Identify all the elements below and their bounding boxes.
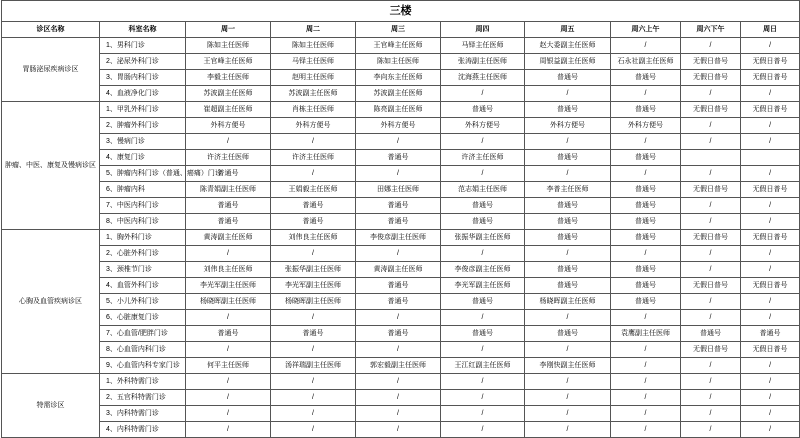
table-row: [2, 102, 800, 118]
table-row: [2, 342, 800, 358]
schedule-cell: 普通号: [356, 214, 441, 230]
schedule-cell: /: [611, 134, 681, 150]
schedule-cell: /: [356, 422, 441, 438]
schedule-cell: /: [681, 262, 741, 278]
clinic-name: 7、心血管/肥胖门诊: [100, 326, 186, 342]
schedule-cell: /: [681, 294, 741, 310]
schedule-cell: 王官峰主任医师: [186, 54, 271, 70]
schedule-cell: 杨晓晖副主任医师: [271, 294, 356, 310]
schedule-cell: 王娟毅主任医师: [271, 182, 356, 198]
schedule-cell: 何平主任医师: [186, 358, 271, 374]
schedule-cell: /: [441, 86, 525, 102]
schedule-cell: 普通号: [741, 326, 800, 342]
schedule-cell: /: [741, 246, 800, 262]
clinic-name: 5、肿瘤内科门诊（普通、癌痛）门诊: [100, 166, 186, 182]
table-row: [2, 54, 800, 70]
schedule-cell: /: [741, 38, 800, 54]
schedule-cell: /: [611, 406, 681, 422]
table-row: [2, 246, 800, 262]
schedule-cell: 普通号: [271, 326, 356, 342]
schedule-cell: 肖栋主任医师: [271, 102, 356, 118]
schedule-cell: /: [441, 246, 525, 262]
schedule-cell: /: [186, 390, 271, 406]
schedule-cell: /: [441, 342, 525, 358]
schedule-cell: 李毅主任医师: [186, 70, 271, 86]
schedule-cell: /: [681, 134, 741, 150]
table-row: [2, 262, 800, 278]
schedule-cell: 陈如主任医师: [271, 38, 356, 54]
schedule-cell: 普通号: [525, 262, 611, 278]
clinic-name: 8、心血管内科门诊: [100, 342, 186, 358]
column-header: 周日: [741, 22, 800, 38]
schedule-cell: 普通号: [611, 230, 681, 246]
column-header: 周二: [271, 22, 356, 38]
schedule-cell: /: [681, 374, 741, 390]
schedule-cell: /: [441, 422, 525, 438]
schedule-cell: /: [611, 342, 681, 358]
schedule-cell: /: [356, 246, 441, 262]
zone-name: 心胸及血管疾病诊区: [2, 230, 100, 374]
schedule-cell: /: [681, 310, 741, 326]
table-row: [2, 326, 800, 342]
table-row: [2, 198, 800, 214]
schedule-cell: /: [741, 358, 800, 374]
schedule-cell: 普通号: [611, 214, 681, 230]
schedule-cell: 外科方便号: [271, 118, 356, 134]
schedule-cell: /: [681, 166, 741, 182]
schedule-cell: /: [681, 358, 741, 374]
schedule-cell: 陈如主任医师: [186, 38, 271, 54]
schedule-cell: /: [741, 118, 800, 134]
schedule-cell: 无假日普号: [741, 70, 800, 86]
clinic-name: 6、心脏康复门诊: [100, 310, 186, 326]
clinic-name: 3、慢病门诊: [100, 134, 186, 150]
schedule-cell: 无假日普号: [681, 342, 741, 358]
schedule-cell: /: [356, 374, 441, 390]
schedule-cell: 普通号: [186, 198, 271, 214]
schedule-cell: 无假日普号: [741, 342, 800, 358]
schedule-cell: /: [525, 86, 611, 102]
schedule-cell: 张振华副主任医师: [271, 262, 356, 278]
schedule-cell: 普通号: [525, 198, 611, 214]
schedule-cell: /: [681, 406, 741, 422]
schedule-cell: /: [611, 374, 681, 390]
schedule-cell: 沈海燕主任医师: [441, 70, 525, 86]
schedule-cell: 无假日普号: [681, 230, 741, 246]
schedule-cell: 普通号: [356, 278, 441, 294]
table-row: [2, 86, 800, 102]
schedule-body: [2, 38, 800, 438]
schedule-cell: 李普主任医师: [525, 182, 611, 198]
schedule-cell: 普通号: [441, 326, 525, 342]
schedule-cell: /: [271, 246, 356, 262]
schedule-cell: /: [525, 166, 611, 182]
schedule-table: [1, 0, 800, 438]
schedule-cell: /: [186, 406, 271, 422]
schedule-cell: 外科方便号: [441, 118, 525, 134]
clinic-name: 4、内科特需门诊: [100, 422, 186, 438]
schedule-cell: /: [681, 246, 741, 262]
schedule-cell: /: [271, 374, 356, 390]
schedule-cell: 马铎主任医师: [441, 38, 525, 54]
clinic-name: 1、甲乳外科门诊: [100, 102, 186, 118]
schedule-cell: /: [741, 374, 800, 390]
schedule-cell: /: [611, 390, 681, 406]
table-row: [2, 294, 800, 310]
schedule-cell: /: [611, 38, 681, 54]
schedule-cell: 无假日普号: [741, 102, 800, 118]
table-row: [2, 38, 800, 54]
schedule-cell: /: [525, 310, 611, 326]
table-row: [2, 70, 800, 86]
clinic-name: 4、血管外科门诊: [100, 278, 186, 294]
schedule-cell: 普通号: [611, 182, 681, 198]
clinic-name: 3、内科特需门诊: [100, 406, 186, 422]
schedule-cell: 无假日普号: [681, 278, 741, 294]
schedule-cell: 普通号: [525, 230, 611, 246]
title-row: [2, 1, 800, 22]
schedule-cell: 普通号: [611, 102, 681, 118]
schedule-cell: 无假日普号: [681, 70, 741, 86]
clinic-name: 5、小儿外科门诊: [100, 294, 186, 310]
schedule-cell: /: [186, 310, 271, 326]
schedule-cell: 普通号: [441, 102, 525, 118]
column-header: 诊区名称: [2, 22, 100, 38]
schedule-cell: /: [356, 134, 441, 150]
schedule-cell: 石永社副主任医师: [611, 54, 681, 70]
clinic-name: 2、泌尿外科门诊: [100, 54, 186, 70]
schedule-cell: /: [681, 118, 741, 134]
schedule-cell: /: [271, 406, 356, 422]
schedule-cell: 普通号: [441, 294, 525, 310]
schedule-cell: /: [741, 262, 800, 278]
schedule-cell: 周银益副主任医师: [525, 54, 611, 70]
schedule-cell: /: [186, 342, 271, 358]
schedule-cell: /: [741, 86, 800, 102]
schedule-cell: /: [356, 310, 441, 326]
schedule-cell: /: [741, 214, 800, 230]
schedule-cell: 无假日普号: [681, 182, 741, 198]
schedule-cell: 王官峰主任医师: [356, 38, 441, 54]
table-row: [2, 230, 800, 246]
schedule-cell: /: [611, 422, 681, 438]
schedule-cell: 普通号: [441, 198, 525, 214]
schedule-cell: /: [441, 406, 525, 422]
schedule-cell: 普通号: [186, 326, 271, 342]
table-row: [2, 214, 800, 230]
schedule-cell: 外科方便号: [611, 118, 681, 134]
schedule-cell: 李光军副主任医师: [441, 278, 525, 294]
header-row: [2, 22, 800, 38]
schedule-cell: 普通号: [356, 326, 441, 342]
schedule-cell: 李光军副主任医师: [271, 278, 356, 294]
schedule-cell: 普通号: [611, 262, 681, 278]
clinic-name: 2、五官科特需门诊: [100, 390, 186, 406]
schedule-cell: /: [611, 246, 681, 262]
schedule-cell: /: [611, 310, 681, 326]
schedule-cell: /: [741, 134, 800, 150]
schedule-cell: /: [441, 166, 525, 182]
schedule-cell: 郭宏毅副主任医师: [356, 358, 441, 374]
schedule-cell: 普通号: [186, 214, 271, 230]
column-header: 科室名称: [100, 22, 186, 38]
clinic-name: 3、胃肠内科门诊: [100, 70, 186, 86]
schedule-cell: /: [611, 166, 681, 182]
schedule-cell: 无假日普号: [741, 182, 800, 198]
schedule-cell: /: [741, 310, 800, 326]
schedule-cell: /: [271, 134, 356, 150]
schedule-cell: /: [525, 134, 611, 150]
clinic-name: 4、康复门诊: [100, 150, 186, 166]
schedule-cell: 李俊彦副主任医师: [441, 262, 525, 278]
schedule-cell: 田娜主任医师: [356, 182, 441, 198]
table-row: [2, 310, 800, 326]
table-row: [2, 118, 800, 134]
schedule-cell: /: [356, 166, 441, 182]
schedule-cell: /: [611, 358, 681, 374]
schedule-cell: /: [611, 86, 681, 102]
schedule-cell: 崔超副主任医师: [186, 102, 271, 118]
column-header: 周五: [525, 22, 611, 38]
clinic-name: 9、心血管内科专家门诊: [100, 358, 186, 374]
schedule-cell: /: [741, 422, 800, 438]
schedule-cell: 普通号: [186, 166, 271, 182]
table-row: [2, 134, 800, 150]
schedule-cell: 李向东主任医师: [356, 70, 441, 86]
schedule-cell: /: [741, 198, 800, 214]
schedule-cell: 李光军副主任医师: [186, 278, 271, 294]
column-header: 周六下午: [681, 22, 741, 38]
schedule-cell: 陈如主任医师: [356, 54, 441, 70]
table-row: [2, 166, 800, 182]
schedule-cell: 黄涛副主任医师: [356, 262, 441, 278]
schedule-cell: 普通号: [611, 278, 681, 294]
schedule-cell: /: [525, 246, 611, 262]
schedule-cell: /: [186, 134, 271, 150]
schedule-cell: /: [356, 406, 441, 422]
schedule-cell: 普通号: [611, 70, 681, 86]
schedule-cell: /: [525, 374, 611, 390]
schedule-cell: 袁鹰副主任医师: [611, 326, 681, 342]
schedule-cell: 张涛副主任医师: [441, 54, 525, 70]
schedule-cell: 普通号: [356, 294, 441, 310]
table-row: [2, 358, 800, 374]
zone-name: 特需诊区: [2, 374, 100, 438]
column-header: 周四: [441, 22, 525, 38]
schedule-cell: 苏波副主任医师: [271, 86, 356, 102]
schedule-cell: 无假日普号: [741, 54, 800, 70]
schedule-cell: /: [681, 86, 741, 102]
schedule-cell: 无假日普号: [681, 54, 741, 70]
schedule-cell: 普通号: [525, 150, 611, 166]
clinic-name: 1、胸外科门诊: [100, 230, 186, 246]
schedule-cell: /: [441, 310, 525, 326]
schedule-cell: /: [525, 406, 611, 422]
schedule-cell: 杨晓晖副主任医师: [186, 294, 271, 310]
zone-name: 胃肠泌尿疾病诊区: [2, 38, 100, 102]
schedule-cell: 汤祥瑞副主任医师: [271, 358, 356, 374]
clinic-name: 3、颈椎节门诊: [100, 262, 186, 278]
schedule-cell: 普通号: [525, 214, 611, 230]
clinic-name: 7、中医内科门诊: [100, 198, 186, 214]
table-row: [2, 374, 800, 390]
schedule-cell: 普通号: [525, 102, 611, 118]
schedule-cell: [741, 150, 800, 166]
schedule-cell: /: [441, 374, 525, 390]
schedule-cell: 普通号: [271, 198, 356, 214]
clinic-name: 6、肿瘤内科: [100, 182, 186, 198]
schedule-cell: 无假日普号: [741, 230, 800, 246]
schedule-cell: /: [271, 310, 356, 326]
schedule-cell: 普通号: [271, 214, 356, 230]
schedule-cell: /: [271, 342, 356, 358]
schedule-cell: 杨晓晖副主任医师: [525, 294, 611, 310]
schedule-cell: 普通号: [681, 326, 741, 342]
schedule-cell: 普通号: [525, 70, 611, 86]
schedule-cell: [681, 150, 741, 166]
schedule-cell: 张振华副主任医师: [441, 230, 525, 246]
clinic-name: 4、血液净化门诊: [100, 86, 186, 102]
table-row: [2, 182, 800, 198]
schedule-cell: 李俊彦副主任医师: [356, 230, 441, 246]
schedule-cell: 刘伟良主任医师: [271, 230, 356, 246]
schedule-cell: /: [741, 390, 800, 406]
schedule-cell: 赵大委副主任医师: [525, 38, 611, 54]
schedule-cell: 无假日普号: [741, 278, 800, 294]
schedule-cell: 许济主任医师: [186, 150, 271, 166]
schedule-cell: 普通号: [611, 294, 681, 310]
schedule-cell: 范志娟主任医师: [441, 182, 525, 198]
clinic-name: 8、中医内科门诊: [100, 214, 186, 230]
schedule-cell: 普通号: [611, 198, 681, 214]
schedule-cell: 许济主任医师: [441, 150, 525, 166]
schedule-cell: 马铎主任医师: [271, 54, 356, 70]
clinic-name: 2、心脏外科门诊: [100, 246, 186, 262]
column-header: 周六上午: [611, 22, 681, 38]
table-row: [2, 406, 800, 422]
schedule-cell: /: [741, 294, 800, 310]
schedule-cell: /: [271, 422, 356, 438]
schedule-cell: 赵明主任医师: [271, 70, 356, 86]
schedule-cell: 外科方便号: [186, 118, 271, 134]
table-row: [2, 278, 800, 294]
column-header: 周三: [356, 22, 441, 38]
schedule-cell: 外科方便号: [525, 118, 611, 134]
schedule-cell: 普通号: [525, 326, 611, 342]
schedule-cell: /: [186, 422, 271, 438]
schedule-cell: /: [741, 166, 800, 182]
schedule-cell: /: [525, 342, 611, 358]
schedule-cell: /: [186, 246, 271, 262]
schedule-cell: 普通号: [356, 198, 441, 214]
schedule-cell: 李刚快副主任医师: [525, 358, 611, 374]
table-row: [2, 150, 800, 166]
schedule-cell: /: [681, 214, 741, 230]
schedule-cell: /: [441, 134, 525, 150]
schedule-cell: /: [681, 422, 741, 438]
schedule-cell: 陈亮副主任医师: [356, 102, 441, 118]
schedule-cell: /: [681, 390, 741, 406]
schedule-cell: /: [681, 198, 741, 214]
schedule-cell: 普通号: [356, 150, 441, 166]
schedule-cell: 普通号: [525, 278, 611, 294]
schedule-cell: 苏波副主任医师: [186, 86, 271, 102]
schedule-cell: /: [356, 342, 441, 358]
schedule-cell: 刘伟良主任医师: [186, 262, 271, 278]
schedule-cell: /: [525, 390, 611, 406]
schedule-cell: 陈青娟副主任医师: [186, 182, 271, 198]
schedule-cell: 普通号: [441, 214, 525, 230]
table-row: [2, 390, 800, 406]
schedule-cell: 外科方便号: [356, 118, 441, 134]
clinic-name: 1、男科门诊: [100, 38, 186, 54]
clinic-name: 2、肿瘤外科门诊: [100, 118, 186, 134]
schedule-cell: 普通号: [611, 150, 681, 166]
schedule-cell: /: [741, 406, 800, 422]
schedule-cell: 无假日普号: [681, 102, 741, 118]
schedule-cell: /: [271, 390, 356, 406]
page-title: 三楼: [2, 1, 800, 22]
schedule-cell: /: [186, 374, 271, 390]
table-row: [2, 422, 800, 438]
zone-name: 肿瘤、中医、康复及慢病诊区: [2, 102, 100, 230]
schedule-cell: /: [441, 390, 525, 406]
schedule-cell: /: [525, 422, 611, 438]
schedule-cell: /: [356, 390, 441, 406]
column-header: 周一: [186, 22, 271, 38]
schedule-cell: 苏波副主任医师: [356, 86, 441, 102]
schedule-cell: 许济主任医师: [271, 150, 356, 166]
schedule-cell: /: [271, 166, 356, 182]
clinic-name: 1、外科特需门诊: [100, 374, 186, 390]
schedule-cell: 王江红副主任医师: [441, 358, 525, 374]
schedule-cell: /: [681, 38, 741, 54]
schedule-cell: 黄涛副主任医师: [186, 230, 271, 246]
